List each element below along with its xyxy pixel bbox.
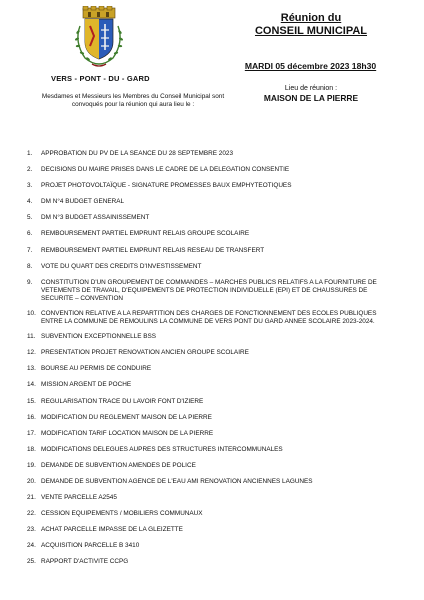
agenda-item-number: 17. [27, 429, 36, 437]
agenda-item-number: 15. [27, 397, 36, 405]
agenda-item-text: CONVENTION RELATIVE A LA REPARTITION DES CHARGES DE FONCTIONNEMENT DES ECOLES PUBLIQUES ENTRE LA COMMUNE DE REMOULINS LA COMMUNE DE VERS PONT DU GARD ANNEE SCOLAIRE 2023-2024. [41, 309, 377, 325]
agenda-item-number: 4. [27, 198, 33, 206]
agenda-item-number: 10. [27, 309, 36, 317]
agenda-item [27, 279, 387, 303]
agenda-item-text: CESSION EQUIPEMENTS / MOBILIERS COMMUNAUX [41, 510, 203, 518]
agenda-item [27, 510, 387, 518]
agenda-item-text: MISSION ARGENT DE POCHE [41, 381, 132, 389]
meeting-title [236, 12, 386, 38]
agenda-item-text: RAPPORT D'ACTIVITE CCPG [41, 558, 129, 566]
agenda-item [27, 381, 387, 389]
agenda-item-text: DM N°4 BUDGET GENERAL [41, 198, 125, 206]
agenda-item-text: PROJET PHOTOVOLTAÏQUE - SIGNATURE PROMESSES BAUX EMPHYTEOTIQUES [41, 182, 292, 190]
agenda-item-text: DEMANDE DE SUBVENTION AGENCE DE L'EAU AMI RENOVATION ANCIENNES LAGUNES [41, 477, 313, 485]
agenda-item-text: DECISIONS DU MAIRE PRISES DANS LE CADRE DE LA DELEGATION CONSENTIE [41, 166, 290, 174]
agenda-item [27, 430, 387, 438]
location-value: MAISON DE LA PIERRE [263, 93, 359, 103]
agenda-item-text: MODIFICATION DU REGLEMENT MAISON DE LA PIERRE [41, 413, 212, 421]
agenda-item-text: ACHAT PARCELLE IMPASSE DE LA GLEIZETTE [41, 526, 183, 534]
agenda-item [27, 310, 387, 326]
location-label: Lieu de réunion : [284, 85, 338, 92]
agenda-item-number: 25. [27, 558, 36, 566]
meeting-location [236, 84, 386, 104]
agenda-list [27, 150, 387, 575]
agenda-item-number: 13. [27, 365, 36, 373]
meeting-date: MARDI 05 décembre 2023 18h30 [244, 61, 377, 71]
coat-of-arms-logo [70, 6, 128, 70]
agenda-item-text: APPROBATION DU PV DE LA SEANCE DU 28 SEPTEMBRE 2023 [41, 150, 234, 157]
agenda-item [27, 166, 387, 174]
agenda-item-number: 2. [27, 166, 33, 174]
agenda-item-text: PRESENTATION PROJET RENOVATION ANCIEN GROUPE SCOLAIRE [41, 349, 249, 357]
agenda-item-number: 14. [27, 381, 36, 389]
agenda-item [27, 333, 387, 341]
agenda-item-number: 23. [27, 526, 36, 534]
agenda-item-number: 6. [27, 230, 33, 238]
agenda-item-number: 18. [27, 445, 36, 453]
agenda-item-text: MODIFICATIONS DELEGUES AUPRES DES STRUCTURES INTERCOMMUNALES [41, 445, 283, 453]
agenda-item [27, 365, 387, 373]
agenda-item [27, 446, 387, 454]
agenda-item [27, 150, 387, 158]
agenda-item-text: ACQUISITION PARCELLE B 3410 [41, 542, 140, 550]
agenda-item-number: 7. [27, 246, 33, 254]
agenda-item [27, 263, 387, 271]
agenda-item-text: REGULARISATION TRACE DU LAVOIR FONT D'IZIERE [41, 397, 204, 405]
agenda-item-number: 24. [27, 542, 36, 550]
title-line-2: CONSEIL MUNICIPAL [254, 25, 368, 37]
convocation-text: Mesdames et Messieurs les Membres du Conseil Municipal sont convoqués pour la réunion qui aura lieu le : [41, 93, 225, 108]
agenda-item-number: 12. [27, 349, 36, 357]
agenda-item-text: VENTE PARCELLE A2545 [41, 494, 117, 502]
agenda-item-text: REMBOURSEMENT PARTIEL EMPRUNT RELAIS RESEAU DE TRANSFERT [41, 246, 265, 254]
agenda-item-number: 9. [27, 278, 33, 286]
agenda-item-number: 20. [27, 477, 36, 485]
agenda-item [27, 247, 387, 255]
agenda-item-text: VOTE DU QUART DES CREDITS D'INVESTISSEMENT [41, 262, 202, 270]
title-line-1: Réunion du [280, 12, 342, 24]
agenda-item [27, 349, 387, 357]
agenda-item-number: 19. [27, 461, 36, 469]
agenda-item [27, 214, 387, 222]
agenda-item-text: DM N°3 BUDGET ASSAINISSEMENT [41, 214, 150, 222]
agenda-item [27, 558, 387, 566]
agenda-item [27, 182, 387, 190]
agenda-item-text: SUBVENTION EXCEPTIONNELLE BSS [41, 333, 157, 341]
agenda-item [27, 478, 387, 486]
agenda-item-number: 22. [27, 510, 36, 518]
agenda-item-number: 1. [27, 150, 33, 157]
agenda-item-text: DEMANDE DE SUBVENTION AMENDES DE POLICE [41, 461, 196, 469]
agenda-item [27, 462, 387, 470]
agenda-item [27, 542, 387, 550]
agenda-item [27, 414, 387, 422]
agenda-item-number: 3. [27, 182, 33, 190]
agenda-item [27, 230, 387, 238]
agenda-item-number: 16. [27, 413, 36, 421]
agenda-item [27, 494, 387, 502]
agenda-item [27, 398, 387, 406]
agenda-item-text: CONSTITUTION D'UN GROUPEMENT DE COMMANDES – MARCHES PUBLICS RELATIFS A LA FOURNITURE DE VETEMENTS DE TRAVAIL, D'EQUIPEMENTS DE PROTECTION INDIVIDUELLE (EPI) ET DE CHAUSSURES DE SECURITE – CONVENTION [41, 278, 377, 302]
agenda-item-number: 8. [27, 262, 33, 270]
agenda-item-number: 11. [27, 333, 36, 341]
agenda-item-number: 21. [27, 494, 36, 502]
agenda-item-number: 5. [27, 214, 33, 222]
agenda-item-text: BOURSE AU PERMIS DE CONDUIRE [41, 365, 152, 373]
agenda-item-text: MODIFICATION TARIF LOCATION MAISON DE LA PIERRE [41, 429, 214, 437]
agenda-item [27, 526, 387, 534]
agenda-item-text: REMBOURSEMENT PARTIEL EMPRUNT RELAIS GROUPE SCOLAIRE [41, 230, 250, 238]
agenda-item [27, 198, 387, 206]
town-name: VERS - PONT - DU - GARD [51, 74, 150, 83]
